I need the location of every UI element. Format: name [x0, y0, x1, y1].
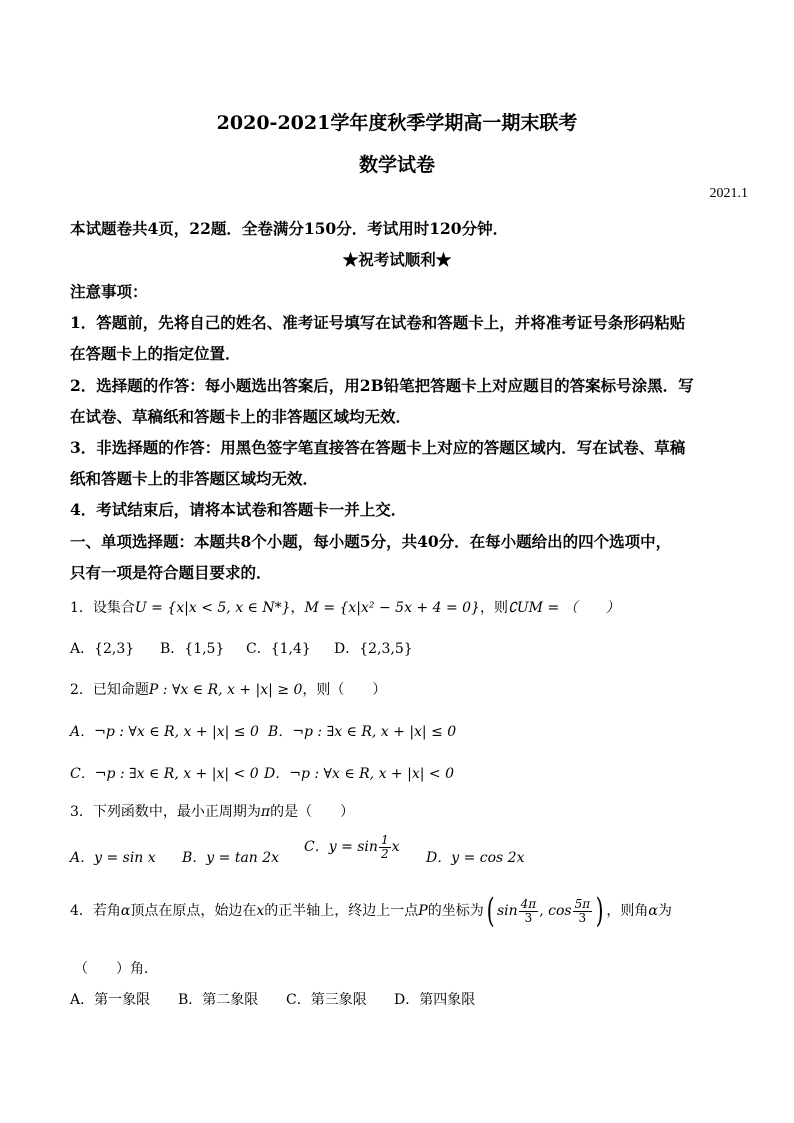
page-subtitle: 数学试卷 [358, 154, 435, 176]
question-4-option-d: D．第四象限 [394, 992, 476, 1008]
question-4-option-b: B．第二象限 [178, 992, 259, 1008]
question-2-stem: 2．已知命题P : ∀x ∈ R, x + |x| ≥ 0，则（ ） [70, 682, 387, 698]
question-2-option-a: A．¬p : ∀x ∈ R, x + |x| ≤ 0 [70, 724, 259, 740]
question-3-option-b: B．y = tan 2x [182, 850, 280, 866]
question-4-option-c: C．第三象限 [286, 992, 367, 1008]
question-1-option-a: A．{2,3} [70, 641, 135, 657]
complement-expression: ∁UM = （ ） [507, 600, 620, 616]
exam-date: 2021.1 [709, 186, 748, 201]
notice-line: 1．答题前，先将自己的姓名、准考证号填写在试卷和答题卡上，并将准考证号条形码粘贴 [70, 313, 686, 332]
question-1-option-c: C．{1,4} [246, 641, 311, 657]
notice-line: 在答题卡上的指定位置． [70, 344, 241, 363]
notice-line: 4．考试结束后，请将本试卷和答题卡一并上交． [70, 500, 407, 519]
page-title: 2020-2021学年度秋季学期高一期末联考 [216, 112, 578, 134]
fraction: $\frac{1}{2}$ [380, 833, 389, 861]
notice-line: 纸和答题卡上的非答题区域均无效． [70, 469, 319, 488]
good-luck-line: ★祝考试顺利★ [342, 250, 452, 269]
question-4-line2: （ ）角． [74, 961, 158, 977]
proposition-p: P : ∀x ∈ R, x + |x| ≥ 0 [148, 682, 303, 698]
notice-line: 在试卷、草稿纸和答题卡上的非答题区域均无效． [70, 407, 412, 426]
question-4-option-a: A．第一象限 [70, 992, 151, 1008]
section-heading: 一、单项选择题：本题共8个小题，每小题5分，共40分．在每小题给出的四个选项中， [70, 532, 672, 551]
right-paren-icon: ) [595, 891, 604, 931]
question-1-stem: 1．设集合U = {x|x < 5, x ∈ N*}，M = {x|x² − 5x + 4 = 0}，则∁UM = （ ） [70, 600, 620, 616]
fraction: $\frac{5\pi}{3}$ [574, 896, 591, 925]
left-paren-icon: ( [486, 891, 495, 931]
question-2-option-c: C．¬p : ∃x ∈ R, x + |x| < 0 [70, 766, 259, 782]
set-u: U = {x|x < 5, x ∈ N*} [134, 600, 291, 616]
notice-line: 2．选择题的作答：每小题选出答案后，用2B铅笔把答题卡上对应题目的答案标号涂黑．写 [70, 376, 694, 395]
question-1-option-b: B．{1,5} [160, 641, 225, 657]
question-3-stem: 3．下列函数中，最小正周期为π的是（ ） [70, 804, 355, 820]
question-1-option-d: D．{2,3,5} [334, 641, 413, 657]
question-2-option-b: B．¬p : ∃x ∈ R, x + |x| ≤ 0 [268, 724, 457, 740]
fraction: $\frac{4\pi}{3}$ [520, 896, 537, 925]
exam-info: 本试题卷共4页，22题．全卷满分150分．考试用时120分钟． [70, 219, 509, 238]
notice-title: 注意事项： [70, 282, 148, 301]
question-2-option-d: D．¬p : ∀x ∈ R, x + |x| < 0 [264, 766, 454, 782]
question-3-option-c: C．y = sin $\frac{1}{2}$ x [304, 833, 400, 861]
question-3-option-a: A．y = sin x [70, 850, 156, 866]
question-3-option-d: D．y = cos 2x [426, 850, 525, 866]
set-m: M = {x|x² − 5x + 4 = 0} [304, 600, 480, 616]
notice-line: 3．非选择题的作答：用黑色签字笔直接答在答题卡上对应的答题区域内．写在试卷、草稿 [70, 438, 686, 457]
question-4-stem: 4．若角α顶点在原点，始边在x的正半轴上，终边上一点P的坐标为( sin $\frac{4\pi}{3}$ , cos $\frac{5\pi}{3}$ ) ，则角α为 [70, 891, 672, 931]
section-heading: 只有一项是符合题目要求的． [70, 563, 272, 582]
